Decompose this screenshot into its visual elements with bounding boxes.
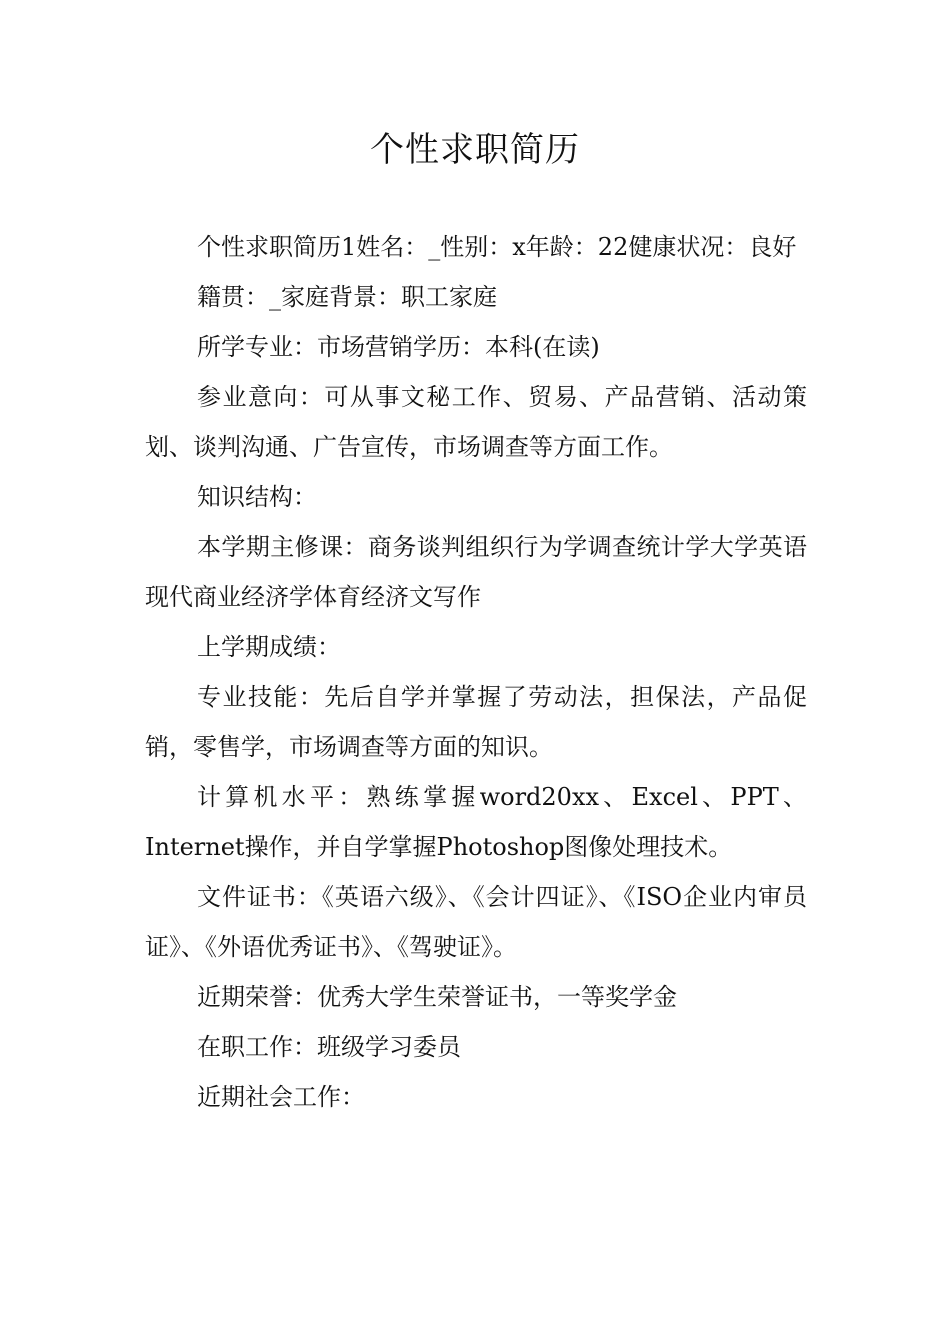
paragraph-certificates: 文件证书：《英语六级》、《会计四证》、《ISO企业内审员证》、《外语优秀证书》、《驾驶证》。: [145, 883, 807, 961]
paragraph-social-work: 近期社会工作：: [197, 1083, 365, 1111]
paragraph-skills: 专业技能：先后自学并掌握了劳动法，担保法，产品促销，零售学，市场调查等方面的知识。: [145, 683, 807, 761]
paragraph-position: 在职工作：班级学习委员: [197, 1033, 461, 1061]
paragraph-basic-info: 个性求职简历1姓名：_性别：x年龄：22健康状况：良好: [197, 233, 797, 261]
paragraph-grades: 上学期成绩：: [197, 633, 341, 661]
paragraph-knowledge-heading: 知识结构：: [197, 483, 317, 511]
paragraph-computer: 计算机水平：熟练掌握word20xx、Excel、PPT、Internet操作，并自学掌握Photoshop图像处理技术。: [145, 783, 807, 861]
paragraph-career-intent: 参业意向：可从事文秘工作、贸易、产品营销、活动策划、谈判沟通、广告宣传，市场调查等方面工作。: [145, 383, 807, 461]
paragraph-honors: 近期荣誉：优秀大学生荣誉证书，一等奖学金: [197, 983, 677, 1011]
paragraph-major: 所学专业：市场营销学历：本科(在读): [197, 333, 600, 361]
document-title: 个性求职简历: [370, 130, 580, 170]
paragraph-courses: 本学期主修课：商务谈判组织行为学调查统计学大学英语现代商业经济学体育经济文写作: [145, 533, 807, 611]
document-body: [145, 222, 807, 1122]
paragraph-origin: 籍贯：_家庭背景：职工家庭: [197, 283, 497, 311]
